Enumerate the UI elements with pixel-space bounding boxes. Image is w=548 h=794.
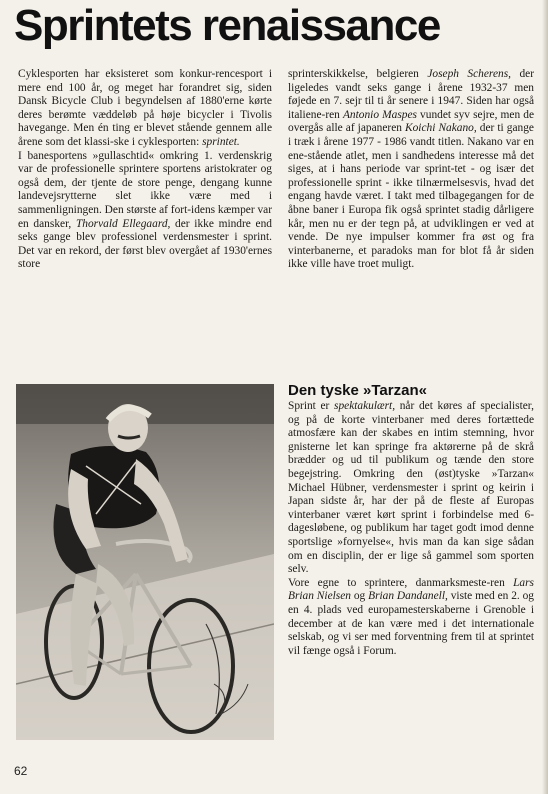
left-paragraph-1: Cyklesporten har eksisteret som konkur-rencesport i mere end 100 år, og meget har forandret sig, siden Dansk Bicycle Club i begyndelsen af 1880'erne kørte deres berømte væddeløb på høje bicycler i Tivolis havegange. Men én ting er blevet stående gennem alle årene som det klassi-ske i cyklesporten: sprintet. [18, 68, 272, 148]
page-number: 62 [14, 764, 28, 778]
right-paragraph-2: Sprint er spektakulært, når det køres af specialister, og på de korte vinterbaner med deres fortættede atmosfære kan der skabes en intim stemning, hvor gnisterne let kan springe fra aktørerne på de skrå brædder og ud til publikum og tænde den store begejstring. Omkring den (øst)tyske »Tarzan« Michael Hübner, verdensmester i sprint og keirin i Japan sidste år, har der på de fleste af Europas vinterbaner været kørt sprint i forbindelse med 6-dagesløbene, og publikum har taget godt imod denne sportslige »fornyelse«, hvis man da kan sige sådan om en disciplin, der er lige så gammel som sporten selv. [288, 400, 534, 576]
right-column-top [288, 68, 534, 272]
right-column-bottom [288, 400, 534, 658]
right-paragraph-1: sprinterskikkelse, belgieren Joseph Scherens, der ligeledes vandt seks gange i årene 1932-37 men føjede en 7. sejr til ti år senere i 1947. Siden har også italiene-ren Antonio Maspes vundet syv sejre, men de overgås alle af japaneren Koichi Nakano, der ti gange i træk i årene 1977 - 1986 vandt titlen. Nakano var en ene-stående atlet, men i sandhedens interesse må det siges, at i hans periode var sprint-tet - og især det professionelle sprint - ikke tilnærmelsesvis, hvad det engang havde været. I takt med tilbagegangen for de åbne baner i Europa fik også sprintet stadig dårligere kår, men nu er der tegn på, at udviklingen er ved at vende. De nye impulser kommer fra øst og fra vinterbanerne, et paradoks man for blot få år siden ikke ville have troet muligt. [288, 68, 535, 271]
left-column [18, 68, 272, 272]
page-title: Sprintets renaissance [14, 1, 440, 50]
cyclist-photo [16, 384, 274, 740]
cyclist-illustration [16, 384, 274, 740]
left-paragraph-2: I banesportens »gullaschtid« omkring 1. verdenskrig var de professionelle sprintere sportens aristokrater og også dem, der tjente de store penge, dengang kunne landevejsrytterne slet ikke være med i sammenligningen. Den største af fort-idens kæmper var en dansker, Thorvald Ellegaard, der ikke mindre end seks gange blev professionel verdensmester i sprint. Det var en rekord, der først blev overgået af 1930'ernes store [18, 149, 273, 271]
right-paragraph-3: Vore egne to sprintere, danmarksmeste-ren Lars Brian Nielsen og Brian Dandanell, viste med en 2. og en 4. plads ved europamesterskaberne i Grenoble i december at de kan være med i det internationale selskab, og vi ser med forventning frem til at sprintet vil fænge også i Forum. [288, 576, 534, 657]
page-edge-shadow [542, 0, 548, 794]
section-heading: Den tyske »Tarzan« [288, 382, 427, 399]
